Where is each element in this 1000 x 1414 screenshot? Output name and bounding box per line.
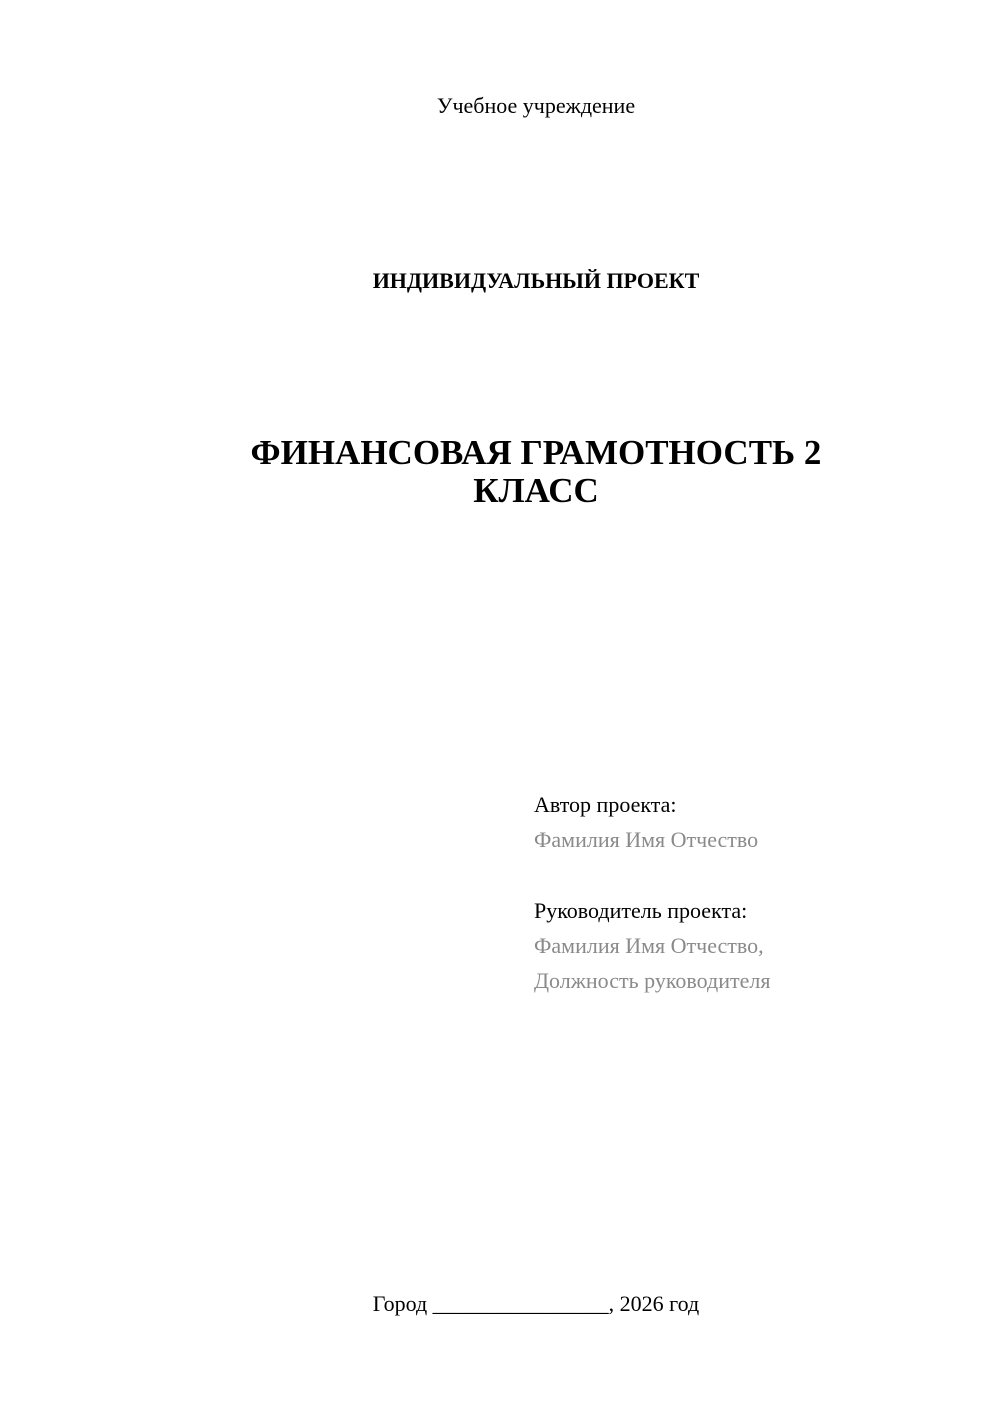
author-label: Автор проекта:	[534, 792, 677, 817]
city-year-line: Город ________________, 2026 год	[372, 1291, 700, 1316]
project-topic-line-2: КЛАСС	[473, 471, 599, 510]
supervisor-label: Руководитель проекта:	[534, 898, 748, 923]
supervisor-name: Фамилия Имя Отчество,	[534, 933, 764, 958]
supervisor-position: Должность руководителя	[534, 968, 771, 993]
author-block	[534, 787, 974, 857]
document-type: ИНДИВИДУАЛЬНЫЙ ПРОЕКТ	[372, 268, 700, 293]
author-name: Фамилия Имя Отчество	[534, 827, 759, 852]
project-topic-line-1: ФИНАНСОВАЯ ГРАМОТНОСТЬ 2	[250, 433, 822, 472]
supervisor-block	[534, 893, 974, 998]
project-topic	[150, 434, 922, 510]
signatures-block	[534, 787, 974, 998]
institution-name: Учебное учреждение	[436, 93, 636, 118]
